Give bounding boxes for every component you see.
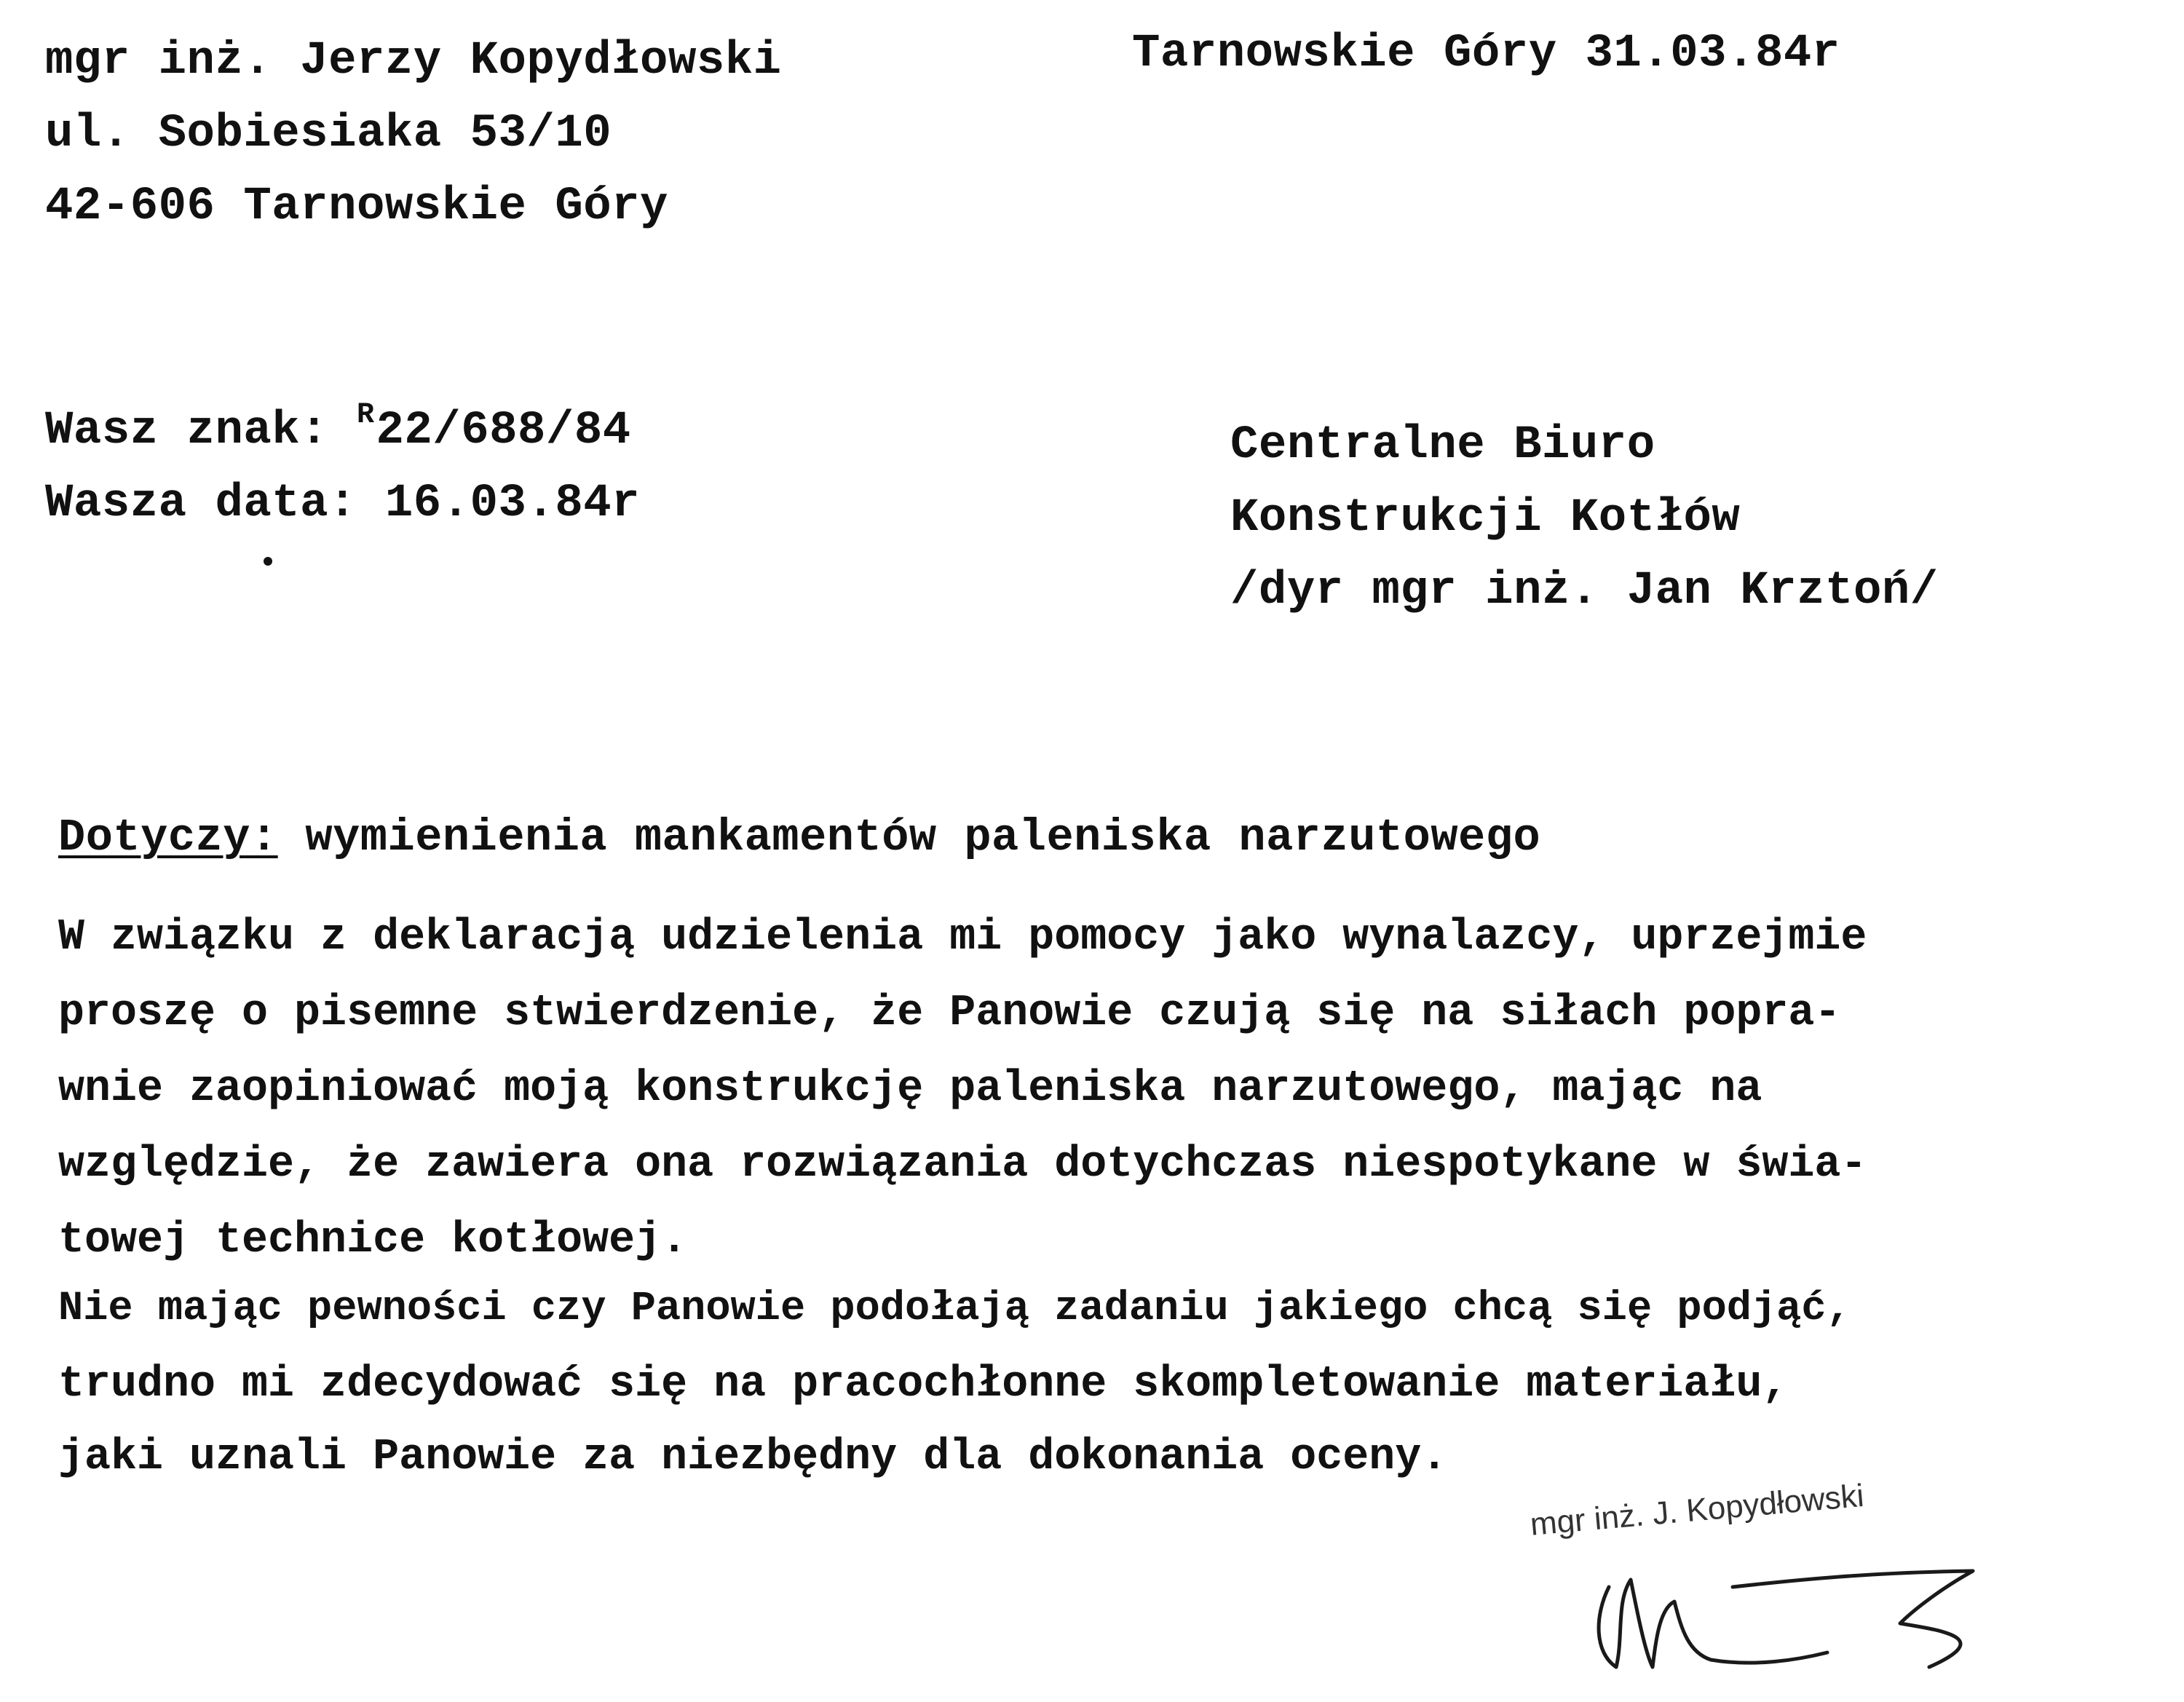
reference-date-label: Wasza data: xyxy=(45,478,357,530)
subject-label: Dotyczy: xyxy=(58,812,278,863)
reference-sign xyxy=(45,399,631,457)
body-line-5: towej technice kotłowej. xyxy=(58,1216,688,1265)
recipient-line-3: /dyr mgr inż. Jan Krztoń/ xyxy=(1230,565,1939,617)
subject-line xyxy=(58,812,1541,863)
reference-date xyxy=(45,478,641,530)
sender-street: ul. Sobiesiaka 53/10 xyxy=(45,108,612,160)
stray-dot xyxy=(264,557,272,566)
body-line-1: W związku z deklaracją udzielenia mi pomocy jako wynalazcy, uprzejmie xyxy=(58,913,1867,962)
body-line-4: względzie, że zawiera ona rozwiązania dotychczas niespotykane w świa- xyxy=(58,1140,1867,1190)
body-line-8: jaki uznali Panowie za niezbędny dla dokonania oceny. xyxy=(58,1433,1448,1482)
reference-sign-value: 22/688/84 xyxy=(376,405,631,457)
recipient-line-2: Konstrukcji Kotłów xyxy=(1230,492,1741,545)
place-date: Tarnowskie Góry 31.03.84r xyxy=(1132,28,1840,80)
body-line-6: Nie mając pewności czy Panowie podołają zadaniu jakiego chcą się podjąć, xyxy=(58,1286,1851,1332)
reference-sign-prefix: R xyxy=(356,399,375,432)
body-line-7: trudno mi zdecydować się na pracochłonne skompletowanie materiału, xyxy=(58,1360,1789,1409)
recipient-line-1: Centralne Biuro xyxy=(1230,419,1655,472)
handwritten-signature xyxy=(1565,1558,2002,1674)
body-line-2: proszę o pisemne stwierdzenie, że Panowie czują się na siłach popra- xyxy=(58,989,1841,1038)
sender-name: mgr inż. Jerzy Kopydłowski xyxy=(45,35,782,87)
reference-sign-label: Wasz znak: xyxy=(45,405,329,457)
reference-date-value: 16.03.84r xyxy=(384,478,641,530)
body-line-3: wnie zaopiniować moją konstrukcję paleniska narzutowego, mając na xyxy=(58,1064,1762,1114)
sender-city: 42-606 Tarnowskie Góry xyxy=(45,181,668,233)
subject-text: wymienienia mankamentów paleniska narzutowego xyxy=(305,812,1541,863)
signature-stamp: mgr inż. J. Kopydłowski xyxy=(1529,1477,1866,1543)
